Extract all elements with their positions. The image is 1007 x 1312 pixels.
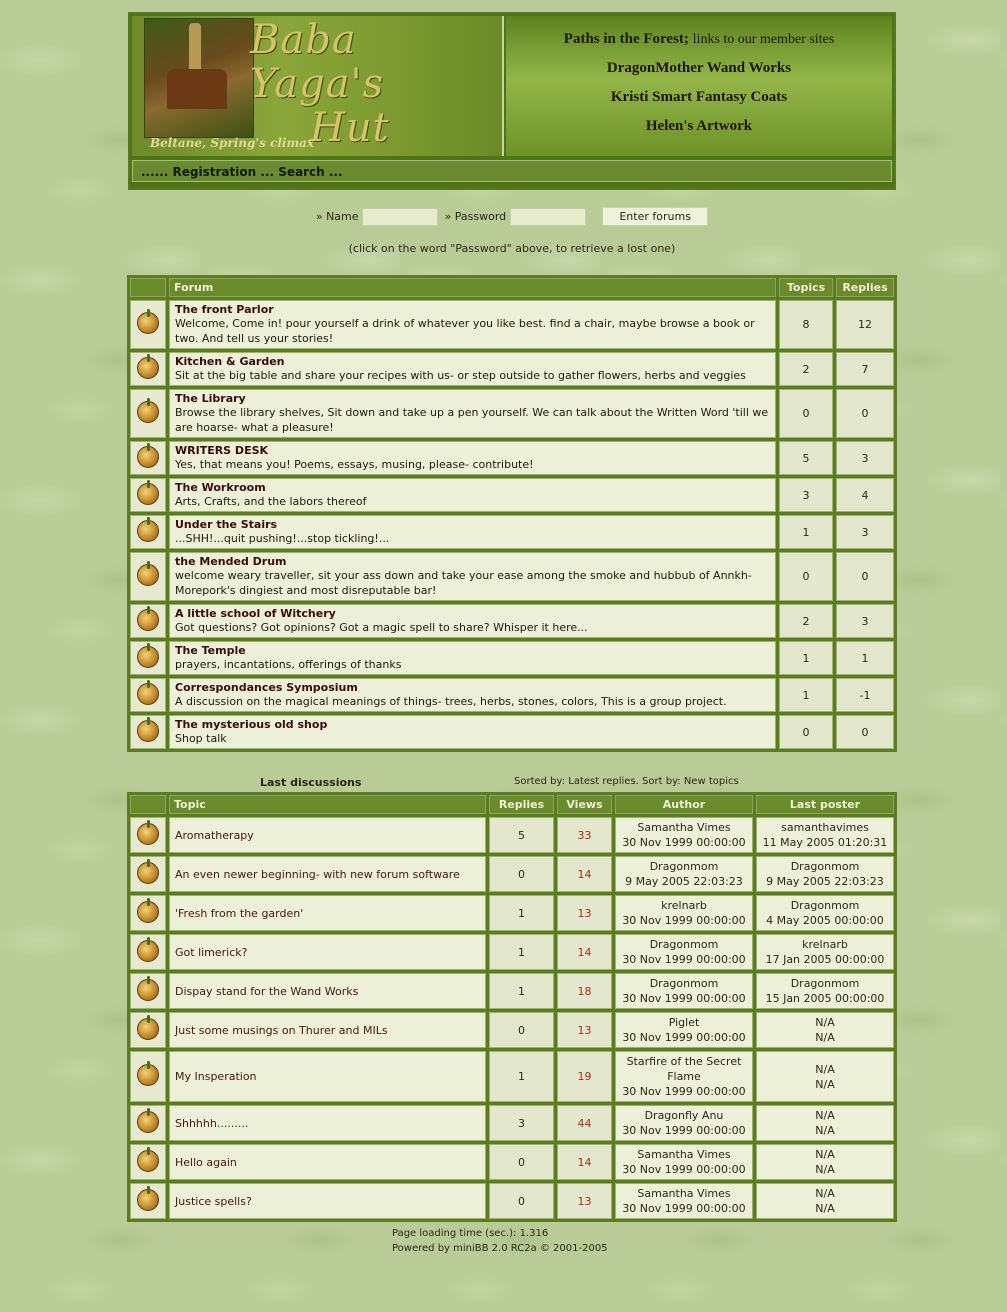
forum-icon-cell — [130, 389, 166, 438]
replies-header: Replies — [836, 278, 894, 297]
topics-table — [127, 792, 897, 1222]
forum-cell — [169, 515, 776, 549]
forum-description: Shop talk — [175, 732, 227, 745]
nav-search-link[interactable]: Search — [278, 165, 325, 179]
forum-replies-count: 12 — [836, 300, 894, 349]
forum-title-link[interactable]: The mysterious old shop — [175, 718, 328, 731]
forum-description: ...SHH!...quit pushing!...stop tickling!... — [175, 532, 390, 545]
forum-replies-count: -1 — [836, 678, 894, 712]
cauldron-icon — [137, 357, 159, 379]
banner-logo[interactable] — [132, 16, 504, 156]
topic-views-count: 13 — [557, 895, 612, 931]
forum-description: Browse the library shelves, Sit down and take up a pen yourself. We can talk about the Written Word 'till we are hoarse- what a pleasure! — [175, 406, 769, 434]
topic-views-count: 13 — [557, 1183, 612, 1219]
forum-cell — [169, 478, 776, 512]
last-poster-cell — [756, 1051, 894, 1102]
forum-title-link[interactable]: The Workroom — [175, 481, 266, 494]
sorted-current: Latest replies. — [568, 776, 639, 787]
forum-icon-cell — [130, 973, 166, 1009]
topic-cell — [169, 934, 486, 970]
topic-replies-count: 0 — [489, 1183, 554, 1219]
last-poster-name[interactable]: Dragonmom — [790, 977, 860, 990]
forum-icon-cell — [130, 678, 166, 712]
forums-table — [127, 275, 897, 752]
topics-body — [130, 817, 894, 1219]
cauldron-icon — [137, 901, 159, 923]
topic-row[interactable] — [130, 895, 894, 931]
author-name[interactable]: krelnarb — [661, 899, 707, 912]
topic-title-link[interactable]: Got limerick? — [175, 945, 248, 959]
forum-cell — [169, 678, 776, 712]
forum-topics-count: 1 — [779, 515, 833, 549]
topic-replies-count: 5 — [489, 817, 554, 853]
topic-replies-count: 1 — [489, 934, 554, 970]
forum-row[interactable] — [130, 515, 894, 549]
forum-replies-count: 3 — [836, 604, 894, 638]
forum-description: Got questions? Got opinions? Got a magic spell to share? Whisper it here... — [175, 621, 588, 634]
name-arrow-icon: » — [315, 210, 323, 223]
link-dragonmother-wand-works[interactable]: DragonMother Wand Works — [606, 60, 792, 76]
last-poster-cell — [756, 973, 894, 1009]
forum-replies-count: 3 — [836, 515, 894, 549]
chair-photo — [144, 18, 254, 138]
cauldron-icon — [137, 683, 159, 705]
forum-description: welcome weary traveller, sit your ass down and take your ease among the smoke and hubbub of Annkh-Morepork's dingiest and most disreputable bar! — [175, 569, 752, 597]
author-name[interactable]: Samantha Vimes — [637, 1148, 731, 1161]
forum-title-link[interactable]: The Temple — [175, 644, 246, 657]
cauldron-icon — [137, 940, 159, 962]
password-label-link[interactable]: Password — [454, 210, 507, 223]
powered-by[interactable]: Powered by miniBB 2.0 RC2a © 2001-2005 — [392, 1243, 608, 1254]
cauldron-icon — [137, 312, 159, 334]
author-name[interactable]: Starfire of the Secret Flame — [626, 1055, 742, 1083]
forum-icon-cell — [130, 441, 166, 475]
forum-title-link[interactable]: A little school of Witchery — [175, 607, 336, 620]
last-poster-date: 17 Jan 2005 00:00:00 — [765, 953, 885, 966]
forum-icon-cell — [130, 352, 166, 386]
forum-topics-count: 0 — [779, 715, 833, 749]
cauldron-icon — [137, 823, 159, 845]
chair-back — [189, 23, 201, 73]
author-date: 30 Nov 1999 00:00:00 — [622, 1031, 746, 1044]
author-name[interactable]: Piglet — [668, 1016, 700, 1029]
author-cell — [615, 1012, 753, 1048]
topic-row[interactable] — [130, 1051, 894, 1102]
topic-cell — [169, 895, 486, 931]
topic-replies-count: 0 — [489, 1144, 554, 1180]
cauldron-icon — [137, 483, 159, 505]
topic-title-link[interactable]: Just some musings on Thurer and MILs — [175, 1023, 388, 1037]
forum-cell — [169, 641, 776, 675]
last-poster-name[interactable]: krelnarb — [802, 938, 848, 951]
topic-title-link[interactable]: Shhhhh......... — [175, 1116, 249, 1130]
cauldron-icon — [137, 1018, 159, 1040]
last-poster-name[interactable]: Dragonmom — [790, 899, 860, 912]
forum-icon-cell — [130, 1105, 166, 1141]
topic-replies-count: 1 — [489, 973, 554, 1009]
topic-views-count: 14 — [557, 856, 612, 892]
forum-cell — [169, 604, 776, 638]
last-poster-name[interactable]: N/A — [815, 1109, 835, 1122]
forum-row[interactable] — [130, 441, 894, 475]
forum-title-link[interactable]: The front Parlor — [175, 303, 274, 316]
author-date: 30 Nov 1999 00:00:00 — [622, 1202, 746, 1215]
forum-title-link[interactable]: Kitchen & Garden — [175, 355, 285, 368]
last-poster-cell — [756, 1144, 894, 1180]
nav-sep: ... — [260, 165, 275, 179]
author-name[interactable]: Samantha Vimes — [637, 821, 731, 834]
cauldron-icon — [137, 1111, 159, 1133]
password-input[interactable] — [510, 208, 586, 226]
last-poster-date: N/A — [815, 1202, 835, 1215]
topic-title-link[interactable]: Dispay stand for the Wand Works — [175, 984, 359, 998]
forum-description: A discussion on the magical meanings of things- trees, herbs, stones, colors, This is a group project. — [175, 695, 727, 708]
sort-new-topics-link[interactable]: New topics — [683, 776, 739, 787]
last-poster-date: 9 May 2005 22:03:23 — [766, 875, 884, 888]
forum-description: Arts, Crafts, and the labors thereof — [175, 495, 367, 508]
cauldron-icon — [137, 720, 159, 742]
forum-topics-count: 3 — [779, 478, 833, 512]
last-poster-date: N/A — [815, 1077, 835, 1091]
forum-title-link[interactable]: WRITERS DESK — [175, 444, 269, 457]
author-date: 30 Nov 1999 00:00:00 — [622, 1124, 746, 1137]
topics-header: Topics — [779, 278, 833, 297]
forum-icon-cell — [130, 934, 166, 970]
author-cell — [615, 1051, 753, 1102]
forum-replies-count: 0 — [836, 552, 894, 601]
topic-title-link[interactable]: 'Fresh from the garden' — [175, 906, 304, 920]
author-name[interactable]: Dragonmom — [649, 977, 719, 990]
author-header: Author — [615, 795, 753, 814]
forum-row[interactable] — [130, 715, 894, 749]
last-poster-date: 11 May 2005 01:20:31 — [762, 836, 888, 849]
topic-replies-count: 1 — [489, 895, 554, 931]
topic-views-count: 14 — [557, 934, 612, 970]
forum-topics-count: 2 — [779, 352, 833, 386]
topic-cell — [169, 1144, 486, 1180]
last-discussions-bar — [128, 776, 896, 792]
topic-replies-count: 3 — [489, 1105, 554, 1141]
forum-row[interactable] — [130, 352, 894, 386]
forum-icon-cell — [130, 817, 166, 853]
forum-title-link[interactable]: Under the Stairs — [175, 518, 278, 531]
link-kristi-smart-fantasy-coats[interactable]: Kristi Smart Fantasy Coats — [610, 89, 788, 105]
cauldron-icon — [137, 979, 159, 1001]
last-poster-cell — [756, 1012, 894, 1048]
forum-topics-count: 0 — [779, 389, 833, 438]
last-discussions-heading: Last discussions — [260, 776, 362, 789]
page-footer — [392, 1226, 608, 1256]
forum-description: Welcome, Come in! pour yourself a drink of whatever you like best. find a chair, maybe browse a book or two. And tell us your stories! — [175, 317, 755, 345]
site-title-line2: Hut — [310, 105, 390, 151]
links-note: links to our member sites — [692, 32, 835, 47]
forum-icon-cell — [130, 1183, 166, 1219]
forum-icon-cell — [130, 1144, 166, 1180]
forum-topics-count: 1 — [779, 678, 833, 712]
links-heading-row — [506, 31, 892, 48]
name-label: Name — [326, 210, 359, 223]
author-cell — [615, 1144, 753, 1180]
forum-icon-cell — [130, 604, 166, 638]
author-cell — [615, 895, 753, 931]
topic-row[interactable] — [130, 1183, 894, 1219]
forum-row[interactable] — [130, 678, 894, 712]
forum-icon-cell — [130, 1051, 166, 1102]
author-date: 9 May 2005 22:03:23 — [625, 875, 743, 888]
forum-topics-count: 5 — [779, 441, 833, 475]
last-poster-cell — [756, 1183, 894, 1219]
cauldron-icon — [137, 446, 159, 468]
topic-title-link[interactable]: Justice spells? — [175, 1194, 252, 1208]
author-cell — [615, 856, 753, 892]
cauldron-icon — [137, 1064, 159, 1086]
last-poster-date: N/A — [815, 1031, 835, 1044]
topic-row[interactable] — [130, 934, 894, 970]
author-date: 30 Nov 1999 00:00:00 — [622, 914, 746, 927]
cauldron-icon — [137, 1189, 159, 1211]
forum-icon-cell — [130, 552, 166, 601]
topic-cell — [169, 973, 486, 1009]
author-date: 30 Nov 1999 00:00:00 — [622, 992, 746, 1005]
forum-topics-count: 2 — [779, 604, 833, 638]
author-cell — [615, 973, 753, 1009]
last-poster-name[interactable]: N/A — [815, 1148, 835, 1161]
forum-icon-cell — [130, 895, 166, 931]
loading-time: Page loading time (sec.): 1.316 — [392, 1228, 549, 1239]
author-date: 30 Nov 1999 00:00:00 — [622, 1163, 746, 1176]
topic-title-link[interactable]: An even newer beginning- with new forum software — [175, 867, 460, 881]
last-poster-name[interactable]: N/A — [815, 1016, 835, 1029]
last-poster-cell — [756, 856, 894, 892]
author-cell — [615, 1105, 753, 1141]
topic-views-count: 33 — [557, 817, 612, 853]
last-poster-date: N/A — [815, 1163, 835, 1176]
topic-replies-count: 1 — [489, 1051, 554, 1102]
sorted-prefix: Sorted by: — [514, 776, 566, 787]
last-poster-date: 4 May 2005 00:00:00 — [766, 914, 884, 927]
topic-views-count: 13 — [557, 1012, 612, 1048]
forum-replies-count: 3 — [836, 441, 894, 475]
topic-title-link[interactable]: My Insperation — [175, 1070, 257, 1083]
cauldron-icon — [137, 401, 159, 423]
cauldron-icon — [137, 564, 159, 586]
topic-views-count: 14 — [557, 1144, 612, 1180]
last-poster-cell — [756, 817, 894, 853]
forum-row[interactable] — [130, 389, 894, 438]
nav-registration-link[interactable]: Registration — [172, 165, 257, 179]
last-poster-name[interactable]: N/A — [815, 1187, 835, 1200]
forum-replies-count: 0 — [836, 389, 894, 438]
forum-cell — [169, 552, 776, 601]
author-cell — [615, 817, 753, 853]
topic-views-count: 19 — [557, 1051, 612, 1102]
forum-cell — [169, 715, 776, 749]
author-date: 30 Nov 1999 00:00:00 — [622, 953, 746, 966]
last-poster-date: 15 Jan 2005 00:00:00 — [765, 992, 885, 1005]
topic-cell — [169, 1105, 486, 1141]
last-poster-header: Last poster — [756, 795, 894, 814]
forum-icon-cell — [130, 715, 166, 749]
forum-cell — [169, 441, 776, 475]
forums-body — [130, 300, 894, 749]
author-date: 30 Nov 1999 00:00:00 — [622, 1085, 746, 1098]
cauldron-icon — [137, 1150, 159, 1172]
banner-caption: Beltane, Spring's climax — [150, 136, 315, 150]
forum-icon-cell — [130, 641, 166, 675]
forum-icon-cell — [130, 856, 166, 892]
topic-views-count: 18 — [557, 973, 612, 1009]
nav-prefix: ...... — [141, 165, 169, 179]
topic-icon-header — [130, 795, 166, 814]
topic-row[interactable] — [130, 817, 894, 853]
last-poster-name[interactable]: N/A — [815, 1062, 835, 1076]
last-poster-cell — [756, 934, 894, 970]
enter-forums-button[interactable]: Enter forums — [602, 207, 708, 226]
site-header — [128, 12, 896, 190]
topic-cell — [169, 817, 486, 853]
forum-description: Yes, that means you! Poems, essays, musing, please- contribute! — [175, 458, 534, 471]
author-name[interactable]: Dragonfly Anu — [644, 1109, 724, 1122]
links-heading: Paths in the Forest; — [563, 31, 689, 47]
last-poster-name[interactable]: Dragonmom — [790, 860, 860, 873]
author-cell — [615, 934, 753, 970]
forum-icon-cell — [130, 478, 166, 512]
password-hint: (click on the word "Password" above, to retrieve a lost one) — [348, 242, 676, 255]
forum-title-link[interactable]: the Mended Drum — [175, 555, 287, 568]
forum-title-link[interactable]: The Library — [175, 392, 246, 405]
author-name[interactable]: Dragonmom — [649, 860, 719, 873]
forum-row[interactable] — [130, 641, 894, 675]
forum-row[interactable] — [130, 300, 894, 349]
cauldron-icon — [137, 646, 159, 668]
sort-info — [514, 776, 739, 787]
topic-title-link[interactable]: Hello again — [175, 1155, 237, 1169]
forum-title-link[interactable]: Correspondances Symposium — [175, 681, 358, 694]
page-wrapper — [128, 12, 896, 1254]
last-poster-date: N/A — [815, 1124, 835, 1137]
nav-suffix: ... — [328, 165, 343, 179]
forum-cell — [169, 300, 776, 349]
topic-replies-count: 0 — [489, 856, 554, 892]
link-helens-artwork[interactable]: Helen's Artwork — [645, 118, 753, 134]
topic-cell — [169, 856, 486, 892]
topics-table-container — [127, 792, 897, 1222]
forum-row[interactable] — [130, 604, 894, 638]
cauldron-icon — [137, 862, 159, 884]
topic-cell — [169, 1051, 486, 1102]
forum-description: Sit at the big table and share your recipes with us- or step outside to gather flowers, herbs and veggies — [175, 369, 746, 382]
forum-row[interactable] — [130, 478, 894, 512]
name-input[interactable] — [362, 208, 438, 226]
forum-row[interactable] — [130, 552, 894, 601]
forum-icon-cell — [130, 515, 166, 549]
top-nav — [132, 160, 892, 182]
topic-replies-header: Replies — [489, 795, 554, 814]
forum-replies-count: 0 — [836, 715, 894, 749]
forum-icon-cell — [130, 1012, 166, 1048]
site-title-line1: Baba Yaga's — [250, 17, 385, 107]
topic-row[interactable] — [130, 1144, 894, 1180]
member-links-box — [506, 16, 892, 156]
author-name[interactable]: Samantha Vimes — [637, 1187, 731, 1200]
forum-topics-count: 8 — [779, 300, 833, 349]
topic-title-link[interactable]: Aromatherapy — [175, 828, 254, 842]
forum-cell — [169, 389, 776, 438]
last-poster-cell — [756, 1105, 894, 1141]
views-header: Views — [557, 795, 612, 814]
forum-replies-count: 4 — [836, 478, 894, 512]
cauldron-icon — [137, 609, 159, 631]
login-form — [128, 207, 896, 226]
topic-views-count: 44 — [557, 1105, 612, 1141]
topic-cell — [169, 1012, 486, 1048]
forum-icon-header — [130, 278, 166, 297]
topic-cell — [169, 1183, 486, 1219]
author-cell — [615, 1183, 753, 1219]
forum-description: prayers, incantations, offerings of thanks — [175, 658, 402, 671]
topic-row[interactable] — [130, 856, 894, 892]
sort-by-label: Sort by: — [642, 776, 681, 787]
forum-icon-cell — [130, 300, 166, 349]
cauldron-icon — [137, 520, 159, 542]
forum-topics-count: 0 — [779, 552, 833, 601]
topic-replies-count: 0 — [489, 1012, 554, 1048]
password-arrow-icon: » — [444, 210, 452, 223]
last-poster-cell — [756, 895, 894, 931]
chair-seat — [167, 69, 227, 109]
forum-header: Forum — [169, 278, 776, 297]
forums-table-container — [127, 275, 897, 752]
topic-row[interactable] — [130, 1105, 894, 1141]
forum-cell — [169, 352, 776, 386]
forum-topics-count: 1 — [779, 641, 833, 675]
topic-row[interactable] — [130, 1012, 894, 1048]
author-date: 30 Nov 1999 00:00:00 — [622, 836, 746, 849]
last-poster-name[interactable]: samanthavimes — [781, 821, 869, 834]
forum-replies-count: 7 — [836, 352, 894, 386]
topic-row[interactable] — [130, 973, 894, 1009]
author-name[interactable]: Dragonmom — [649, 938, 719, 951]
topic-header: Topic — [169, 795, 486, 814]
site-title — [250, 18, 500, 150]
forum-replies-count: 1 — [836, 641, 894, 675]
